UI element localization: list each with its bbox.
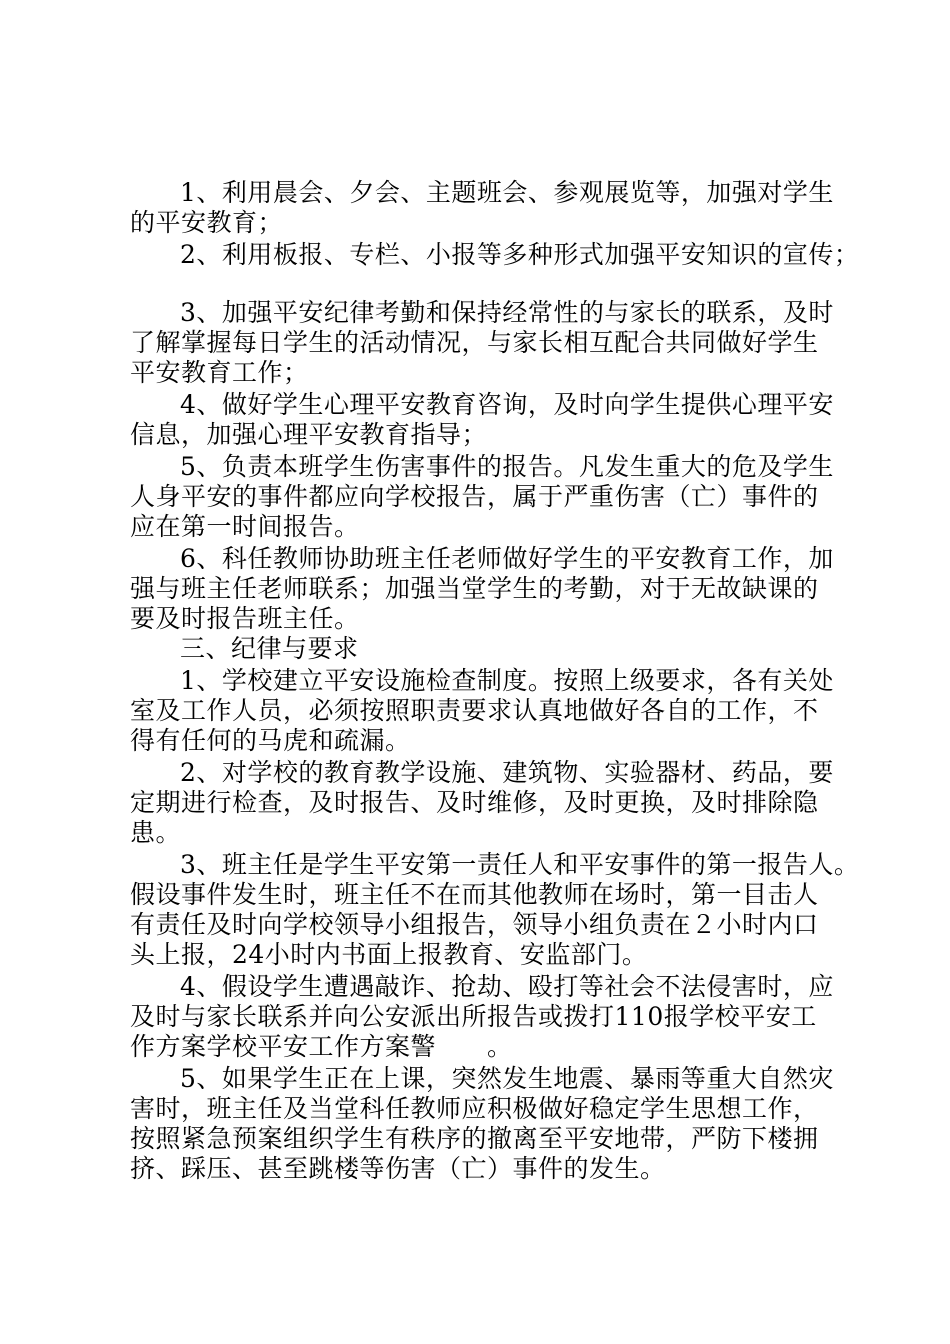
text-line: 害时，班主任及当堂科任教师应积极做好稳定学生思想工作，	[130, 1094, 819, 1123]
text-line: 5、负责本班学生伤害事件的报告。凡发生重大的危及学生	[180, 452, 834, 481]
text-line: 应在第一时间报告。	[130, 512, 360, 541]
text-line: 1、学校建立平安设施检查制度。按照上级要求，各有关处	[180, 666, 834, 695]
text-line: 头上报，24小时内书面上报教育、安监部门。	[130, 940, 648, 969]
text-line: 4、假设学生遭遇敲诈、抢劫、殴打等社会不法侵害时，应	[180, 972, 834, 1001]
text-line: 得有任何的马虎和疏漏。	[130, 726, 411, 755]
text-line: 定期进行检查，及时报告、及时维修，及时更换，及时排除隐	[130, 788, 819, 817]
text-line: 人身平安的事件都应向学校报告，属于严重伤害（亡）事件的	[130, 482, 819, 511]
text-line: 3、班主任是学生平安第一责任人和平安事件的第一报告人。	[180, 850, 860, 879]
text-line: 了解掌握每日学生的活动情况，与家长相互配合共同做好学生	[130, 328, 819, 357]
text-line: 信息，加强心理平安教育指导；	[130, 420, 488, 449]
text-line: 5、如果学生正在上课，突然发生地震、暴雨等重大自然灾	[180, 1064, 834, 1093]
text-line: 有责任及时向学校领导小组报告，领导小组负责在２小时内口	[130, 910, 819, 939]
text-line: 4、做好学生心理平安教育咨询，及时向学生提供心理平安	[180, 390, 834, 419]
section-heading: 三、纪律与要求	[180, 634, 359, 663]
text-line: 的平安教育；	[130, 208, 284, 237]
text-line: 按照紧急预案组织学生有秩序的撤离至平安地带，严防下楼拥	[130, 1124, 819, 1153]
text-line: 1、利用晨会、夕会、主题班会、参观展览等，加强对学生	[180, 178, 834, 207]
text-line: 平安教育工作；	[130, 358, 309, 387]
text-line: 及时与家长联系并向公安派出所报告或拨打110报学校平安工	[130, 1002, 817, 1031]
text-line: 强与班主任老师联系；加强当堂学生的考勤，对于无故缺课的	[130, 574, 819, 603]
text-line: 作方案学校平安工作方案警 。	[130, 1032, 513, 1061]
text-line: 2、利用板报、专栏、小报等多种形式加强平安知识的宣传；	[180, 240, 860, 269]
text-line: 假设事件发生时，班主任不在而其他教师在场时，第一目击人	[130, 880, 819, 909]
text-line: 3、加强平安纪律考勤和保持经常性的与家长的联系，及时	[180, 298, 834, 327]
text-line: 要及时报告班主任。	[130, 604, 360, 633]
text-line: 6、科任教师协助班主任老师做好学生的平安教育工作，加	[180, 544, 834, 573]
text-line: 室及工作人员，必须按照职责要求认真地做好各自的工作，不	[130, 696, 819, 725]
text-line: 挤、踩压、甚至跳楼等伤害（亡）事件的发生。	[130, 1154, 666, 1183]
text-line: 2、对学校的教育教学设施、建筑物、实验器材、药品，要	[180, 758, 834, 787]
text-line: 患。	[130, 818, 182, 847]
